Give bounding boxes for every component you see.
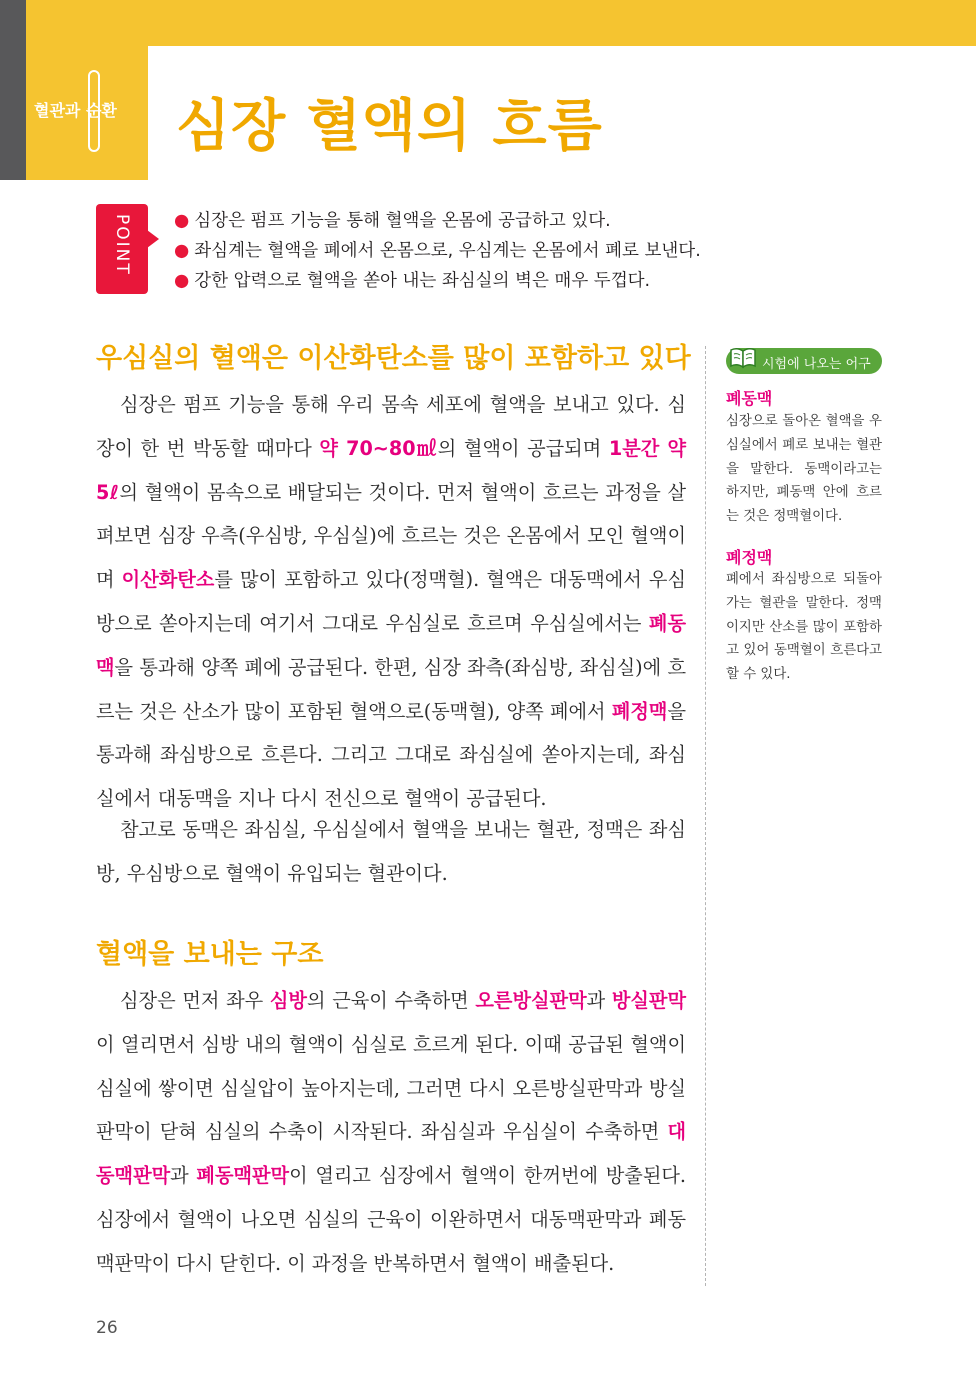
key-term: 폐동맥 [96, 611, 686, 679]
glossary-label: 시험에 나오는 어구 [762, 357, 871, 372]
point-list [174, 206, 701, 296]
page-number: 26 [96, 1318, 118, 1338]
key-term: 폐동맥판막 [196, 1164, 290, 1188]
page-title: 심장 혈액의 흐름 [176, 94, 603, 159]
key-term: 대동맥판막 [96, 1120, 686, 1188]
chapter-tab [26, 0, 148, 180]
chapter-label: 혈관과 순환 [34, 101, 117, 120]
book-icon [728, 344, 758, 370]
glossary-definition: 심장으로 돌아온 혈액을 우심실에서 폐로 보내는 혈관을 말한다. 동맥이라고는 하지만, 폐동맥 안에 흐르는 것은 정맥혈이다. [726, 414, 882, 525]
section-heading: 혈액을 보내는 구조 [96, 939, 324, 970]
glossary-term: 폐동맥 [726, 389, 773, 408]
bullet-icon: ● [174, 271, 190, 291]
key-term: 이산화탄소 [121, 568, 215, 592]
point-item: ● 좌심계는 혈액을 폐에서 온몸으로, 우심계는 온몸에서 폐로 보낸다. [174, 241, 701, 261]
body-paragraph: 참고로 동맥은 좌심실, 우심실에서 혈액을 보내는 혈관, 정맥은 좌심방, 우심방으로 혈액이 유입되는 혈관이다. [96, 818, 686, 885]
glossary-tag [726, 348, 882, 374]
header-band [26, 0, 976, 46]
key-term: 약 70~80㎖ [319, 436, 438, 460]
point-tag-label: POINT [112, 214, 132, 276]
glossary-term: 폐정맥 [726, 548, 773, 567]
key-term: 심방 [269, 989, 307, 1012]
left-edge-strip [0, 0, 26, 180]
key-term: 오른방실판막 [475, 989, 587, 1012]
section-heading: 우심실의 혈액은 이산화탄소를 많이 포함하고 있다 [96, 343, 691, 374]
key-term: 1분간 약 5ℓ [96, 436, 686, 504]
key-term: 방실판막 [611, 989, 686, 1012]
body-paragraph: 심장은 펌프 기능을 통해 우리 몸속 세포에 혈액을 보내고 있다. 심장이 한 번 박동할 때마다 약 70~80㎖의 혈액이 공급되며 1분간 약 5ℓ의 혈액이 몸속으로 배달되는 것이다. 먼저 혈액이 흐르는 과정을 살펴보면 심장 우측(우심방, 우심실)에 흐르는 것은 온몸에서 모인 혈액이며 이산화탄소를 많이 포함하고 있다(정맥혈). 혈액은 대동맥에서 우심방으로 쏟아지는데 여기서 그대로 우심실로 흐르며 우심실에서는 폐동맥을 통과해 양쪽 폐에 공급된다. 한편, 심장 좌측(좌심방, 좌심실)에 흐르는 것은 산소가 많이 포함된 혈액으로(동맥혈), 양쪽 폐에서 폐정맥을 통과해 좌심방으로 흐른다. 그리고 그대로 좌심실에 쏟아지는데, 좌심실에서 대동맥을 지나 다시 전신으로 혈액이 공급된다. [96, 393, 686, 811]
bullet-icon: ● [174, 241, 190, 261]
point-item: ● 심장은 펌프 기능을 통해 혈액을 온몸에 공급하고 있다. [174, 211, 611, 231]
glossary-definition: 폐에서 좌심방으로 되돌아가는 혈관을 말한다. 정맥이지만 산소를 많이 포함하고 있어 동맥혈이 흐른다고 할 수 있다. [726, 572, 882, 683]
point-tag [96, 204, 148, 294]
body-paragraph: 심장은 먼저 좌우 심방의 근육이 수축하면 오른방실판막과 방실판막이 열리면서 심방 내의 혈액이 심실로 흐르게 된다. 이때 공급된 혈액이 심실에 쌓이면 심실압이 높아지는데, 그러면 다시 오른방실판막과 방실판막이 닫혀 심실의 수축이 시작된다. 좌심실과 우심실이 수축하면 대동맥판막과 폐동맥판막이 열리고 심장에서 혈액이 한꺼번에 방출된다. 심장에서 혈액이 나오면 심실의 근육이 이완하면서 대동맥판막과 폐동맥판막이 다시 닫힌다. 이 과정을 반복하면서 혈액이 배출된다. [96, 989, 686, 1275]
point-item: ● 강한 압력으로 혈액을 쏟아 내는 좌심실의 벽은 매우 두껍다. [174, 271, 651, 291]
key-term: 폐정맥 [611, 699, 668, 723]
bullet-icon: ● [174, 211, 190, 231]
sidebar-divider [705, 346, 706, 1286]
